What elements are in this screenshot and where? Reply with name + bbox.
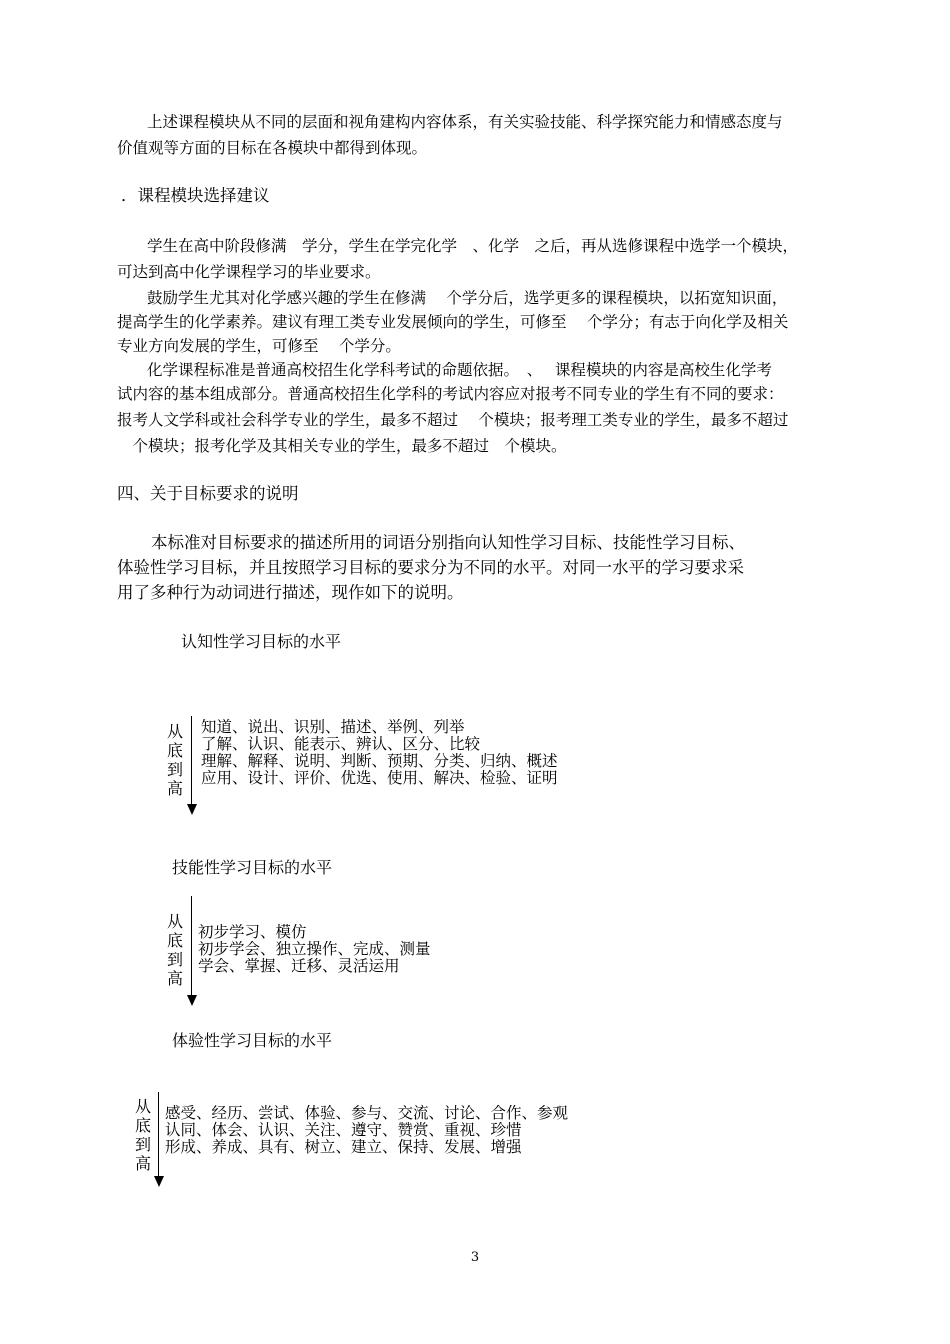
paragraph-4-line-1: 化学课程标准是普通高校招生化学科考试的命题依据。 、 课程模块的内容是高校生化学考 — [147, 361, 772, 379]
paragraph-3-line-3: 专业方向发展的学生，可修至 个学分。 — [117, 337, 401, 355]
paragraph-1-line-1: 上述课程模块从不同的层面和视角建构内容体系，有关实验技能、科学探究能力和情感态度与 — [147, 113, 783, 131]
paragraph-2-line-1: 学生在高中阶段修满 学分，学生在学完化学 、化学 之后，再从选修课程中选学一个模块， — [147, 237, 799, 255]
cognitive-level-item: 理解、解释、说明、判断、预期、分类、归纳、概述 — [201, 752, 558, 770]
skill-direction-label: 从 底 到 高 — [166, 912, 183, 988]
paragraph-2-line-2: 可达到高中化学课程学习的毕业要求。 — [117, 263, 381, 281]
experiential-arrow-head-icon — [154, 1176, 164, 1187]
paragraph-3-line-1: 鼓励学生尤其对化学感兴趣的学生在修满 个学分后，选学更多的课程模块，以拓宽知识面， — [147, 289, 788, 307]
page-number: 3 — [470, 1250, 480, 1265]
skill-level-item: 学会、掌握、迁移、灵活运用 — [198, 957, 400, 975]
experiential-level-item: 感受、经历、尝试、体验、参与、交流、讨论、合作、参观 — [165, 1104, 569, 1122]
cognitive-level-item: 了解、认识、能表示、辨认、区分、比较 — [201, 735, 481, 753]
paragraph-4-line-2: 试内容的基本组成部分。普通高校招生化学科的考试内容应对报考不同专业的学生有不同的要求： — [117, 385, 784, 403]
skill-level-item: 初步学会、独立操作、完成、测量 — [198, 940, 431, 958]
skill-arrow-line — [191, 896, 192, 996]
paragraph-4-line-3: 报考人文学科或社会科学专业的学生，最多不超过 个模块；报考理工类专业的学生，最多不超过 — [117, 411, 789, 429]
paragraph-5-line-3: 用了多种行为动词进行描述，现作如下的说明。 — [117, 583, 464, 602]
cognitive-arrow-head-icon — [187, 804, 197, 815]
skill-level-item: 初步学习、模仿 — [198, 923, 307, 941]
paragraph-5-line-1: 本标准对目标要求的描述所用的词语分别指向认知性学习目标、技能性学习目标、 — [151, 533, 745, 552]
paragraph-4-line-4: 个模块；报考化学及其相关专业的学生，最多不超过 个模块。 — [117, 437, 567, 455]
experiential-level-list — [165, 1105, 568, 1156]
paragraph-1-line-2: 价值观等方面的目标在各模块中都得到体现。 — [117, 139, 428, 157]
cognitive-level-item: 知道、说出、识别、描述、举例、列举 — [201, 718, 465, 736]
skill-level-list — [198, 924, 431, 975]
cognitive-level-list — [201, 719, 558, 787]
skill-levels-title: 技能性学习目标的水平 — [172, 858, 333, 877]
skill-arrow-head-icon — [187, 995, 197, 1006]
experiential-level-item: 认同、体会、认识、关注、遵守、赞赏、重视、珍惜 — [165, 1121, 522, 1139]
experiential-direction-label: 从 底 到 高 — [134, 1097, 151, 1173]
section-heading-goal-requirements: 四、关于目标要求的说明 — [117, 484, 299, 503]
cognitive-arrow-line — [191, 716, 192, 806]
cognitive-direction-label: 从 底 到 高 — [166, 722, 183, 798]
experiential-level-item: 形成、养成、具有、树立、建立、保持、发展、增强 — [165, 1138, 522, 1156]
experiential-levels-title: 体验性学习目标的水平 — [172, 1031, 333, 1050]
section-heading-module-selection: ．课程模块选择建议 — [121, 186, 270, 205]
paragraph-5-line-2: 体验性学习目标，并且按照学习目标的要求分为不同的水平。对同一水平的学习要求采 — [117, 558, 744, 577]
paragraph-3-line-2: 提高学生的化学素养。建议有理工类专业发展倾向的学生，可修至 个学分；有志于向化学及相关 — [117, 313, 789, 331]
experiential-arrow-line — [158, 1092, 159, 1182]
cognitive-level-item: 应用、设计、评价、优选、使用、解决、检验、证明 — [201, 769, 558, 787]
cognitive-levels-title: 认知性学习目标的水平 — [181, 632, 342, 651]
